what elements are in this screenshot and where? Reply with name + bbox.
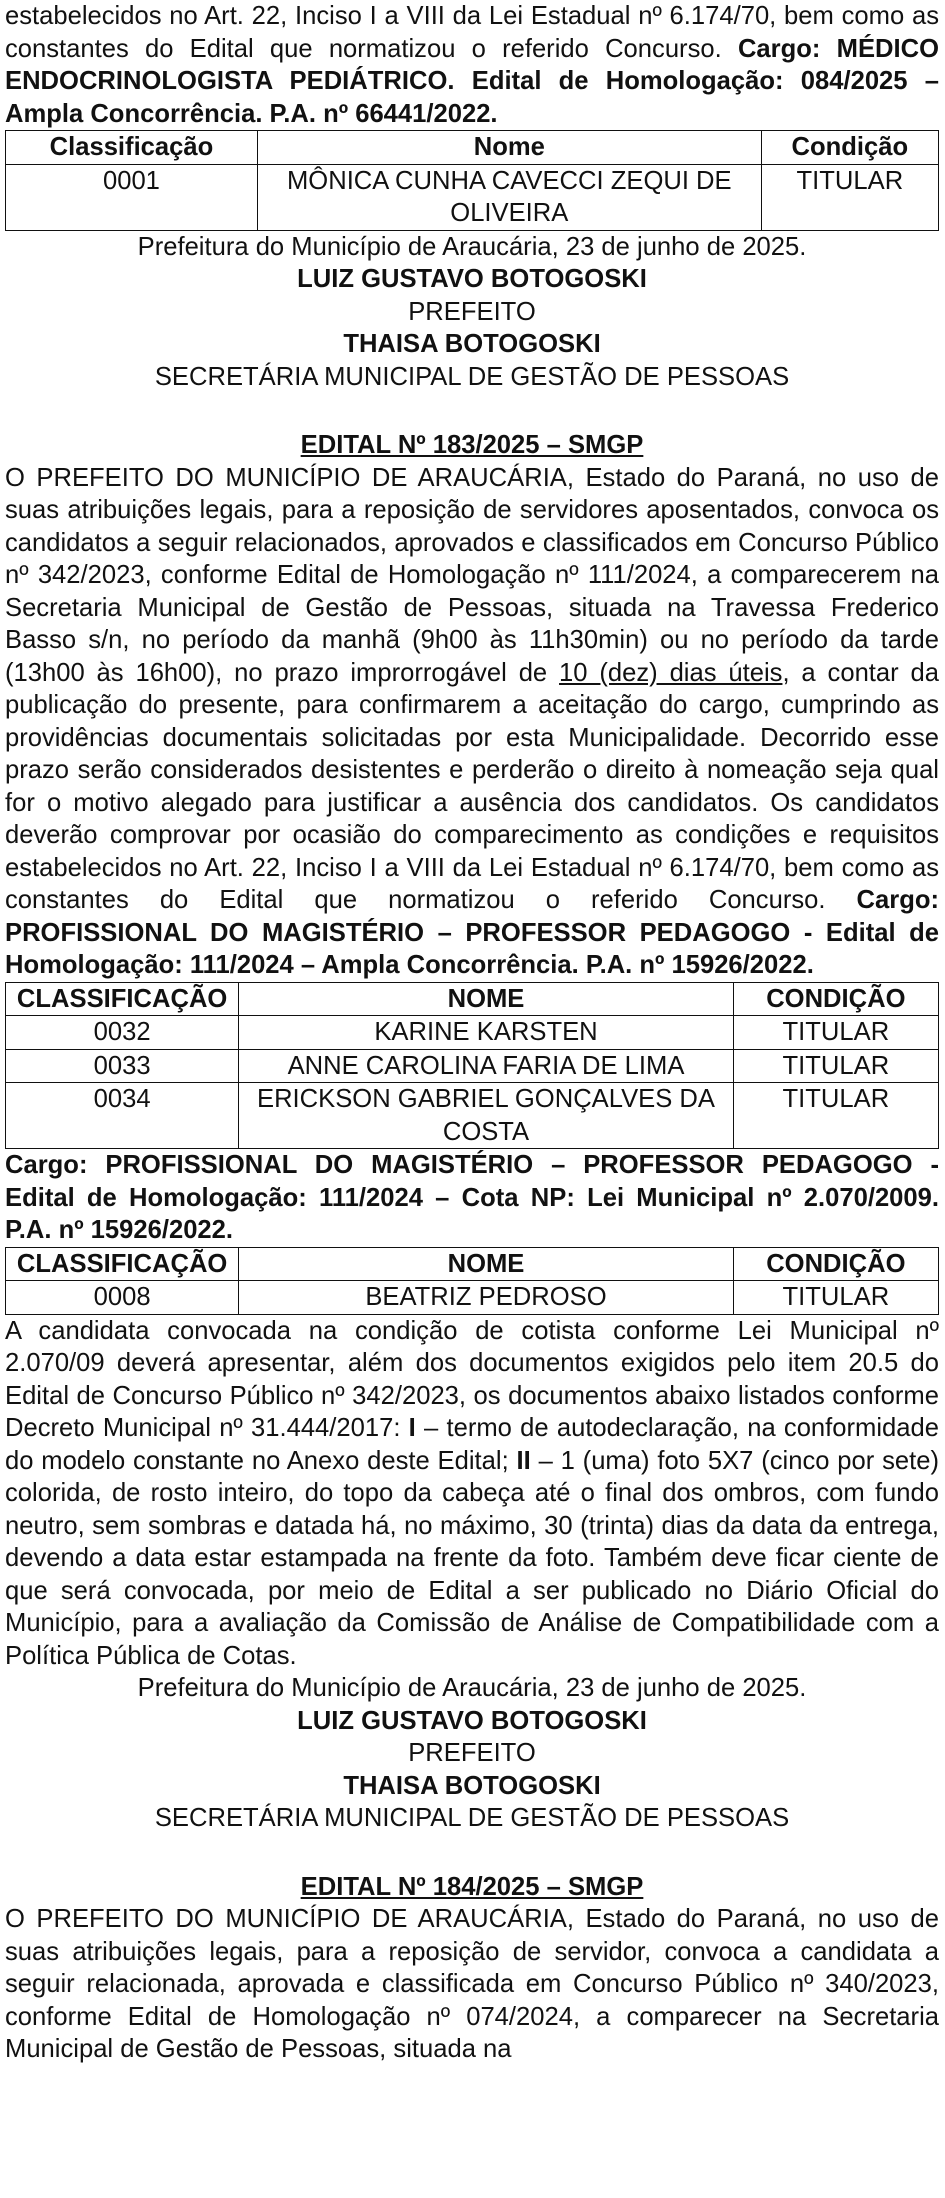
table-row: [6, 1016, 939, 1050]
col-nome: Nome: [257, 131, 761, 165]
col-condicao: Condição: [761, 131, 938, 165]
edital-183-body: [5, 462, 939, 982]
body-text: , a contar da publicação do presente, para confirmarem a aceitação do cargo, cumprindo as providências documentais solicitadas por esta Municipalidade. Decorrido esse prazo serão considerados desistentes e perderão o direito à nomeação seja qual for o motivo alegado para justificar a ausência dos candidatos. Os candidatos deverão comprovar por ocasião do comparecimento as condições e requisitos estabelecidos no Art. 22, Inciso I a VIII da Lei Estadual nº 6.174/70, bem como as constantes do Edital que normatizou o referido Concurso.: [5, 658, 940, 914]
table-header-row: [6, 1247, 939, 1281]
signer-role: SECRETÁRIA MUNICIPAL DE GESTÃO DE PESSOAS: [154, 362, 790, 391]
cell-condicao: TITULAR: [761, 164, 938, 230]
cell-classificacao: 0033: [6, 1049, 239, 1083]
item-marker: II: [516, 1446, 531, 1475]
col-classificacao: Classificação: [6, 131, 258, 165]
cota-paragraph: [5, 1315, 939, 1673]
table-header-row: [6, 131, 939, 165]
cell-classificacao: 0034: [6, 1083, 239, 1149]
item-marker: I: [408, 1414, 416, 1442]
edital-184-body: O PREFEITO DO MUNICÍPIO DE ARAUCÁRIA, Estado do Paraná, no uso de suas atribuições legais, para a reposição de servidor, convoca a candidata a seguir relacionada, aprovada e classificada em Concurso Público nº 340/2023, conforme Edital de Homologação nº 074/2024, a comparecer na Secretaria Municipal de Gestão de Pessoas, situada na: [5, 1905, 939, 2063]
signer-role: PREFEITO: [408, 297, 536, 326]
table-pedagogo-ampla: [5, 982, 939, 1150]
table-row: [6, 1049, 939, 1083]
cell-nome: ANNE CAROLINA FARIA DE LIMA: [239, 1049, 733, 1083]
col-nome: NOME: [239, 982, 733, 1016]
signer-name: LUIZ GUSTAVO BOTOGOSKI: [297, 265, 647, 293]
place-date: Prefeitura do Município de Araucária, 23 de junho de 2025.: [137, 232, 807, 261]
signer-role: SECRETÁRIA MUNICIPAL DE GESTÃO DE PESSOAS: [154, 1804, 790, 1832]
col-nome: NOME: [239, 1247, 733, 1281]
cell-condicao: TITULAR: [733, 1083, 938, 1149]
intro-cargo: Cargo: MÉDICO ENDOCRINOLOGISTA PEDIÁTRICO. Edital de Homologação: 084/2025 – Ampla Concorrência. P.A. nº 66441/2022.: [5, 34, 940, 128]
cell-condicao: TITULAR: [733, 1281, 938, 1315]
place-date: Prefeitura do Município de Araucária, 23 de junho de 2025.: [137, 1674, 807, 1702]
col-condicao: CONDIÇÃO: [733, 1247, 938, 1281]
cell-nome: KARINE KARSTEN: [239, 1016, 733, 1050]
signature-block-1: [5, 231, 939, 394]
body-text: A candidata convocada na condição de cotista conforme Lei Municipal nº 2.070/09 deverá apresentar, além dos documentos exigidos pelo item 20.5 do Edital de Concurso Público nº 342/2023, os documentos abaixo listados conforme Decreto Municipal nº 31.444/2017:: [5, 1316, 939, 1442]
body-text: – 1 (uma) foto 5X7 (cinco por sete) colorida, de rosto inteiro, do topo da cabeça até o final dos ombros, com fundo neutro, sem sombras e datada há, no máximo, 30 (trinta) dias da data da entrega, devendo a data estar estampada na frente da foto. Também deve ficar ciente de que será convocada, por meio de Edital a ser publicado no Diário Oficial do Município, para a avaliação da Comissão de Análise de Compatibilidade com a Política Pública de Cotas.: [5, 1446, 940, 1670]
col-condicao: CONDIÇÃO: [733, 982, 938, 1016]
cell-nome: BEATRIZ PEDROSO: [239, 1281, 733, 1315]
signer-name: THAISA BOTOGOSKI: [343, 330, 601, 358]
table-row: [6, 1281, 939, 1315]
signer-role: PREFEITO: [408, 1739, 536, 1767]
table-row: [6, 1083, 939, 1149]
cargo-heading: Cargo: PROFISSIONAL DO MAGISTÉRIO – PROFESSOR PEDAGOGO - Edital de Homologação: 111/2024 – Ampla Concorrência. P.A. nº 15926/2022.: [5, 886, 939, 979]
intro-body: estabelecidos no Art. 22, Inciso I a VIII da Lei Estadual nº 6.174/70, bem como as constantes do Edital que normatizou o referido Concurso.: [5, 2, 939, 63]
cell-classificacao: 0008: [6, 1281, 239, 1315]
table-pedagogo-cota: [5, 1247, 939, 1315]
table-row: [6, 164, 939, 230]
table-medico: [5, 130, 939, 231]
cargo-heading-cota: Cargo: PROFISSIONAL DO MAGISTÉRIO – PROFESSOR PEDAGOGO - Edital de Homologação: 111/2024 – Cota NP: Lei Municipal nº 2.070/2009. P.A. nº 15926/2022.: [5, 1151, 939, 1244]
col-classificacao: CLASSIFICAÇÃO: [6, 1247, 239, 1281]
body-text: O PREFEITO DO MUNICÍPIO DE ARAUCÁRIA, Estado do Paraná, no uso de suas atribuições legais, para a reposição de servidores aposentados, convoca os candidatos a seguir relacionados, aprovados e classificados em Concurso Público nº 342/2023, conforme Edital de Homologação nº 111/2024, a comparecerem na Secretaria Municipal de Gestão de Pessoas, situada na Travessa Frederico Basso s/n, no período da manhã (9h00 às 11h30min) ou no período da tarde (13h00 às 16h00), no prazo improrrogável de: [5, 463, 939, 687]
col-classificacao: CLASSIFICAÇÃO: [6, 982, 239, 1016]
signature-block-2: [5, 1672, 939, 1835]
table-header-row: [6, 982, 939, 1016]
cell-condicao: TITULAR: [733, 1049, 938, 1083]
edital-183-title: EDITAL Nº 183/2025 – SMGP: [300, 431, 644, 459]
deadline-text: 10 (dez) dias úteis: [559, 658, 783, 687]
signer-name: LUIZ GUSTAVO BOTOGOSKI: [297, 1706, 647, 1735]
intro-text: [5, 0, 939, 130]
cell-nome: MÔNICA CUNHA CAVECCI ZEQUI DE OLIVEIRA: [257, 164, 761, 230]
cell-classificacao: 0032: [6, 1016, 239, 1050]
cell-condicao: TITULAR: [733, 1016, 938, 1050]
cell-classificacao: 0001: [6, 164, 258, 230]
body-text: – termo de autodeclaração, na conformidade do modelo constante no Anexo deste Edital;: [5, 1414, 939, 1475]
edital-184-title: EDITAL Nº 184/2025 – SMGP: [300, 1872, 644, 1901]
signer-name: THAISA BOTOGOSKI: [343, 1771, 601, 1800]
cell-nome: ERICKSON GABRIEL GONÇALVES DA COSTA: [239, 1083, 733, 1149]
